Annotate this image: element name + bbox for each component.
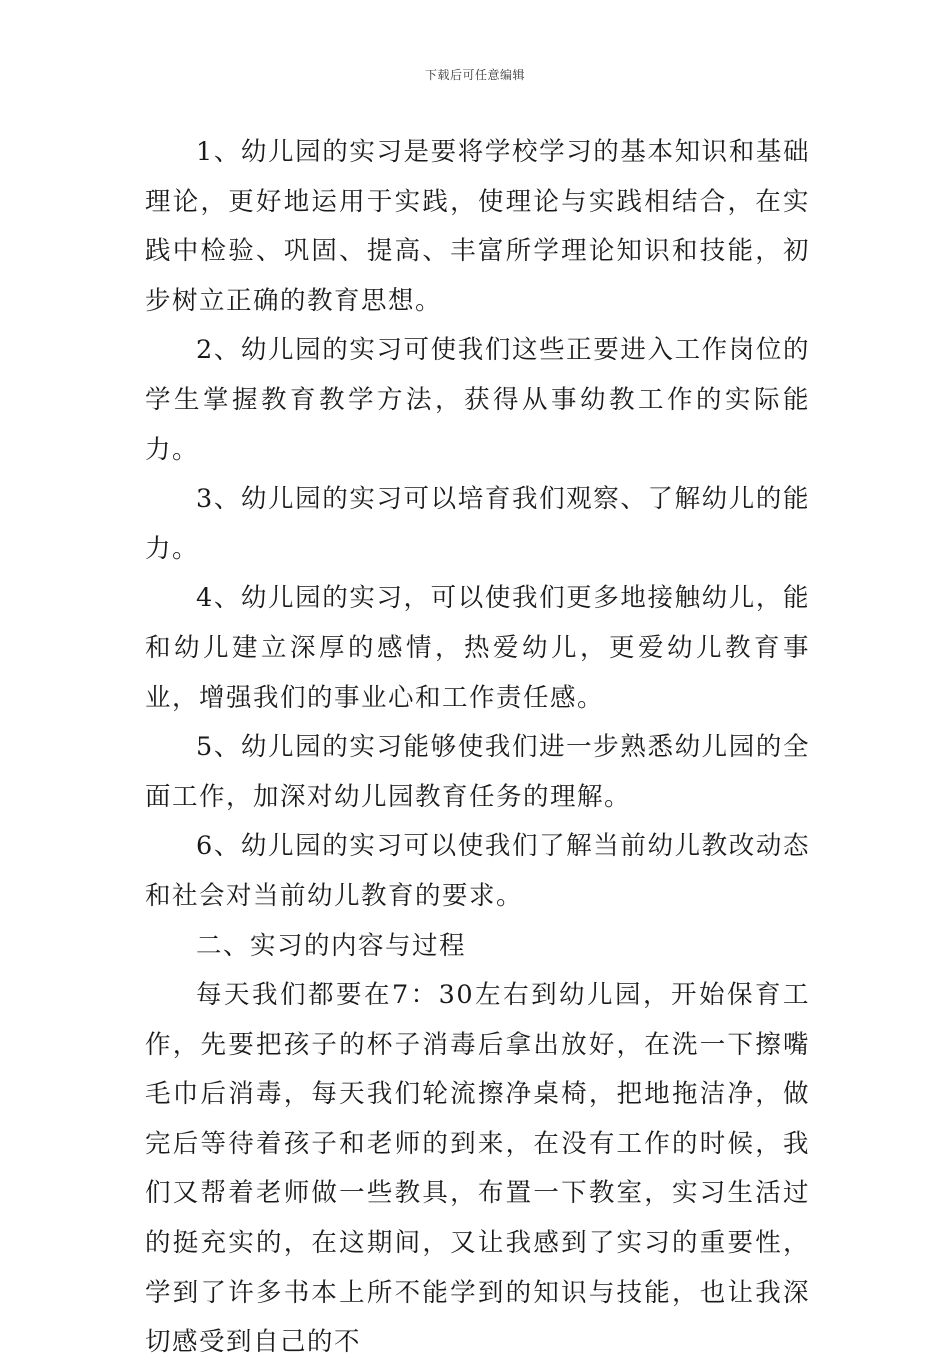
paragraph-1: 1、幼儿园的实习是要将学校学习的基本知识和基础理论，更好地运用于实践，使理论与实践相结合，在实践中检验、巩固、提高、丰富所学理论知识和技能，初步树立正确的教育思想。 (145, 137, 810, 316)
paragraph-7: 每天我们都要在7：30左右到幼儿园，开始保育工作，先要把孩子的杯子消毒后拿出放好，在洗一下擦嘴毛巾后消毒，每天我们轮流擦净桌椅，把地拖洁净，做完后等待着孩子和老师的到来，在没有工作的时候，我们又帮着老师做一些教具，布置一下教室，实习生活过的挺充实的，在这期间，又让我感到了实习的重要性，学到了许多书本上所不能学到的知识与技能，也让我深切感受到自己的不 (145, 980, 810, 1358)
paragraph-3: 3、幼儿园的实习可以培育我们观察、了解幼儿的能力。 (145, 484, 810, 564)
section-heading: 二、实习的内容与过程 (196, 930, 467, 961)
document-body (145, 128, 810, 1368)
paragraph-2: 2、幼儿园的实习可使我们这些正要进入工作岗位的学生掌握教育教学方法，获得从事幼教工作的实际能力。 (145, 335, 810, 465)
paragraph-4: 4、幼儿园的实习，可以使我们更多地接触幼儿，能和幼儿建立深厚的感情，热爱幼儿，更爱幼儿教育事业，增强我们的事业心和工作责任感。 (145, 583, 810, 713)
paragraph-6: 6、幼儿园的实习可以使我们了解当前幼儿教改动态和社会对当前幼儿教育的要求。 (145, 831, 810, 911)
header-note: 下载后可任意编辑 (424, 68, 525, 82)
paragraph-5: 5、幼儿园的实习能够使我们进一步熟悉幼儿园的全面工作，加深对幼儿园教育任务的理解。 (145, 732, 810, 812)
